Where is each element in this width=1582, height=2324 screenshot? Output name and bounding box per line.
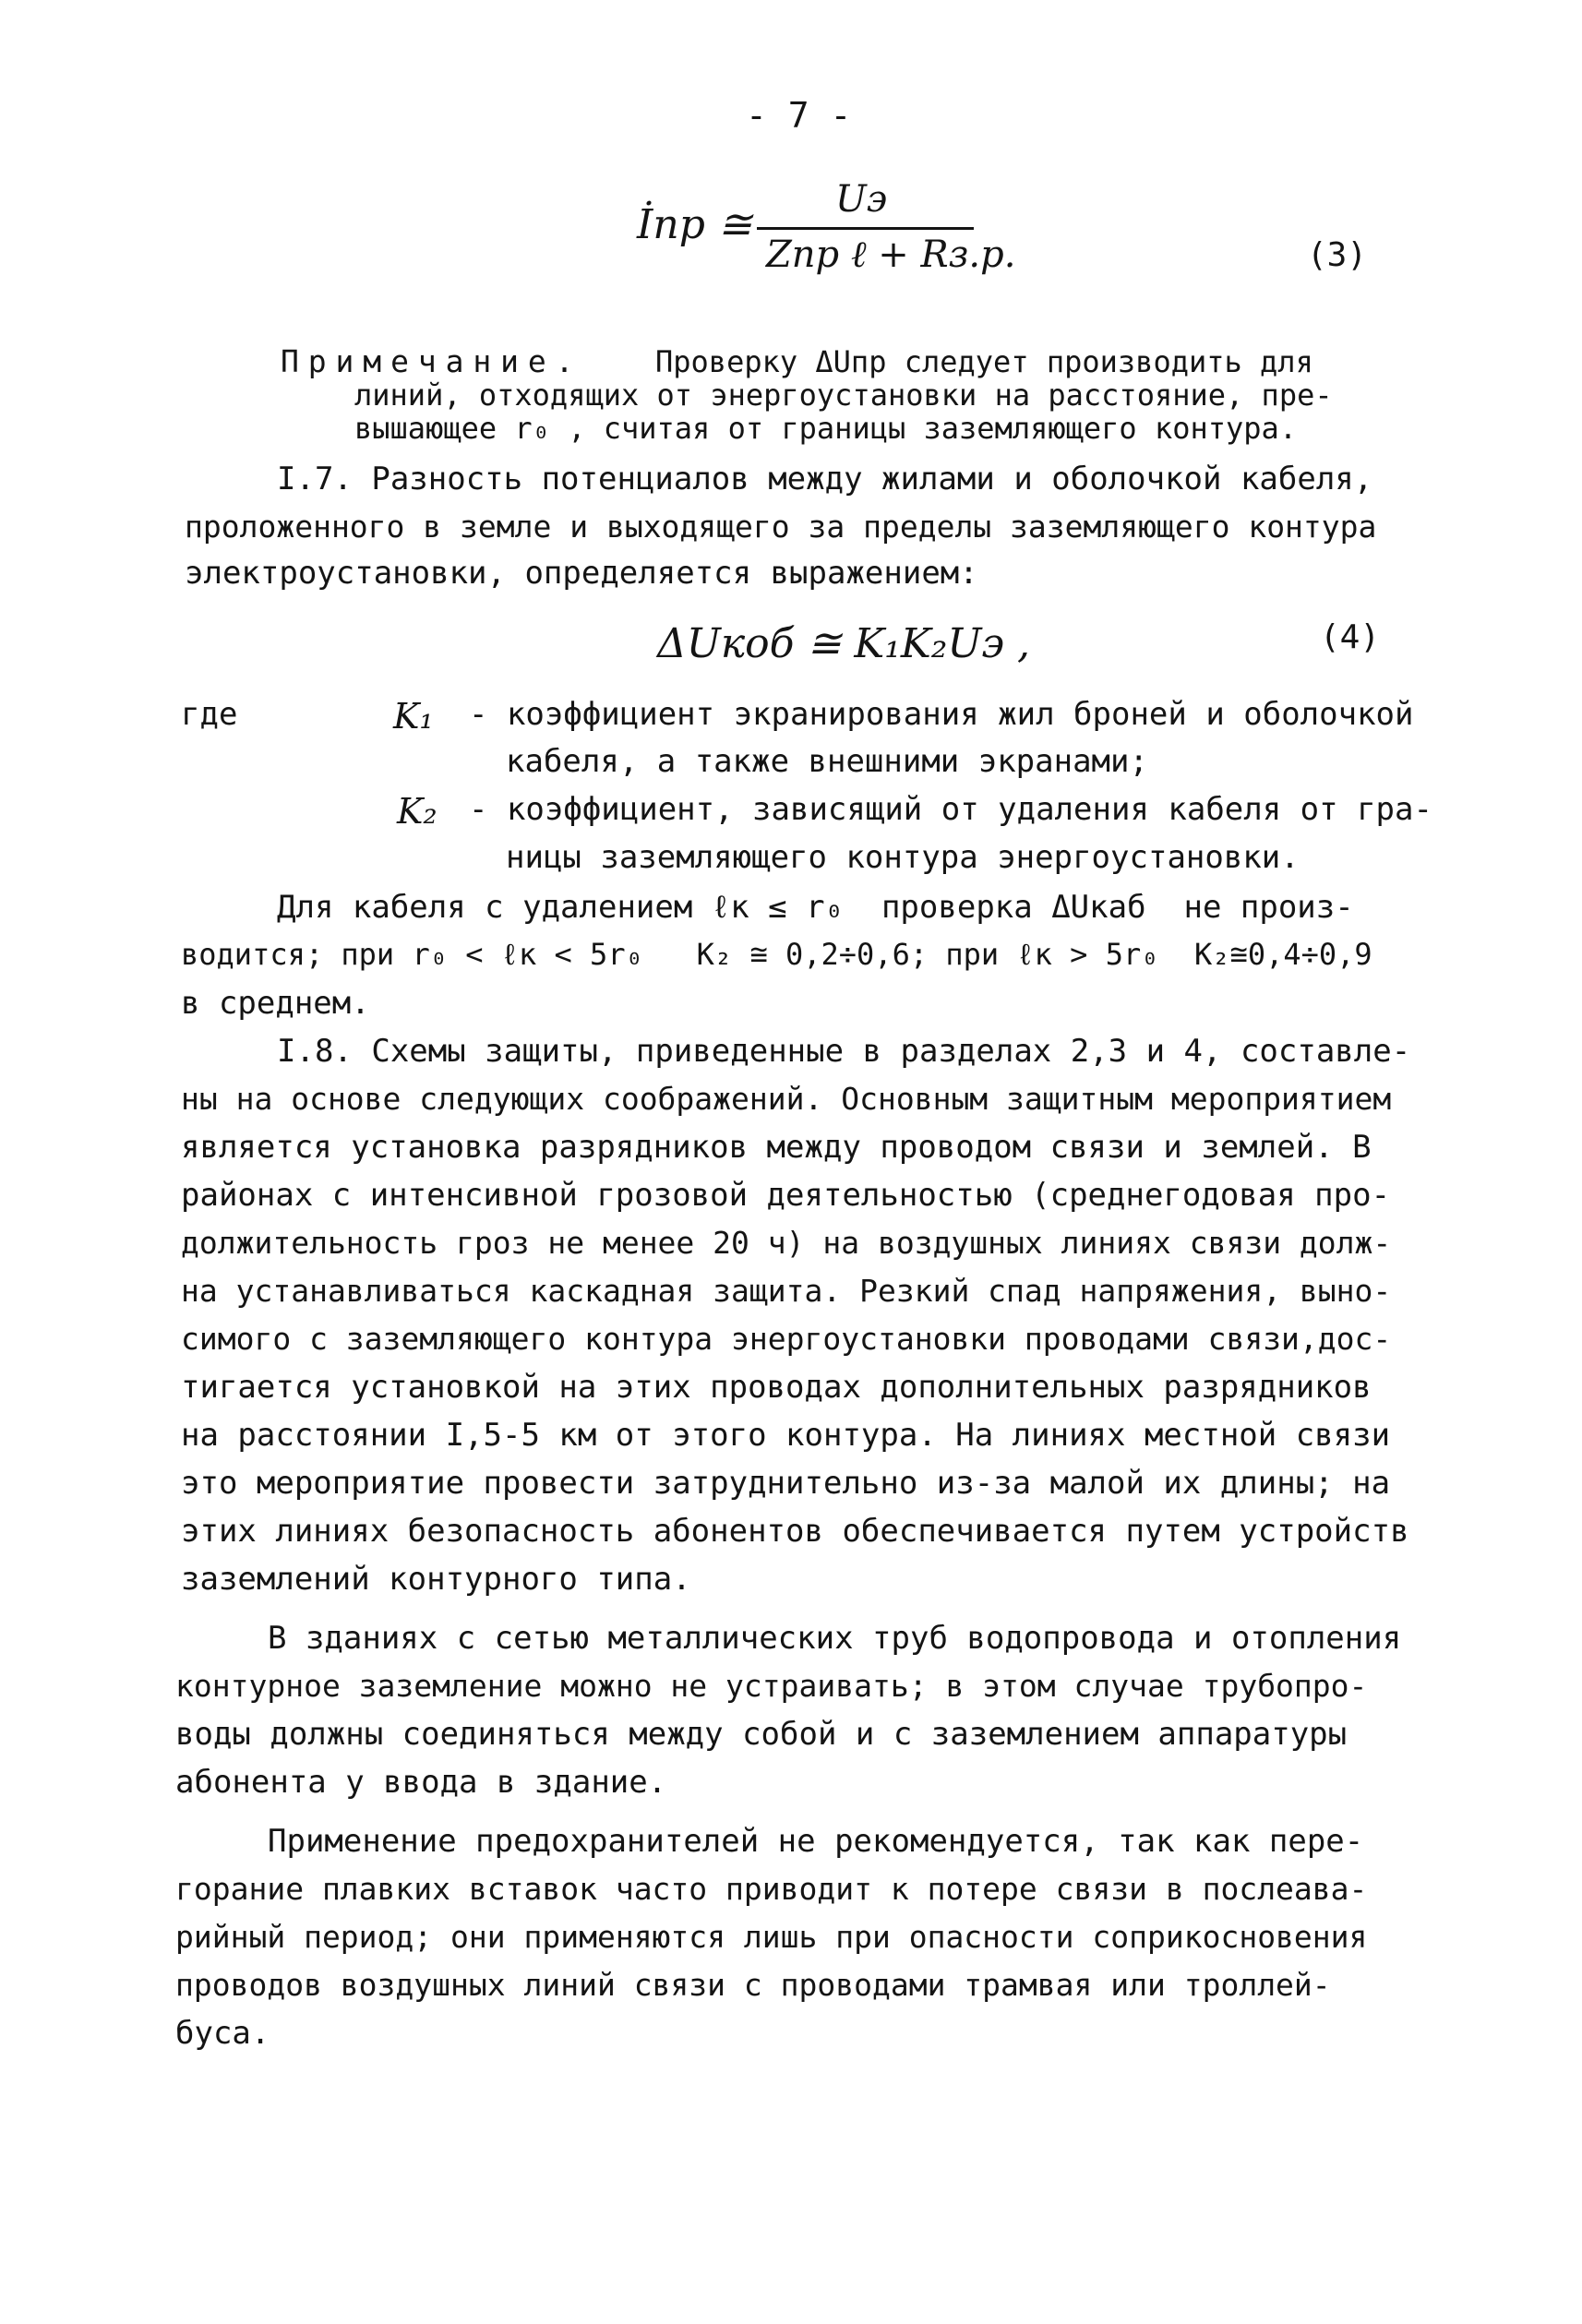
p18-line-6: на устанавливаться каскадная защита. Резкий спад напряжения, выно- <box>181 1273 1392 1309</box>
p18-line-3: является установка разрядников между проводом связи и землей. В <box>181 1129 1372 1166</box>
k1-line-1: - коэффициент экранирования жил броней и оболочкой <box>469 696 1414 733</box>
equation-number-4: (4) <box>1320 618 1381 656</box>
p18-line-2: ны на основе следующих соображений. Основным защитным мероприятием <box>181 1081 1392 1117</box>
fuses-line-4: проводов воздушных линий связи с проводами трамвая или троллей- <box>175 1967 1331 2003</box>
k1-line-2: кабеля, а также внешними экранами; <box>506 743 1148 780</box>
formula-3-numerator: Uэ <box>835 178 888 221</box>
note-line-3: вышающее r₀ , считая от границы заземляющего контура. <box>354 411 1298 446</box>
p17-line-2: проложенного в земле и выходящего за пределы заземляющего контура <box>185 509 1377 545</box>
p18-line-5: должительность гроз не менее 20 ч) на воздушных линиях связи долж- <box>181 1225 1392 1261</box>
p18-line-12: заземлений контурного типа. <box>181 1561 691 1598</box>
formula-4: ΔUкоб ≅ K₁K₂Uэ , <box>657 620 1031 667</box>
k2-line-1: - коэффициент, зависящий от удаления кабеля от гра- <box>469 791 1432 828</box>
p17-line-3: электроустановки, определяется выражением: <box>185 555 978 592</box>
cable-line-1: Для кабеля с удалением ℓк ≤ r₀ проверка ΔUкаб не произ- <box>277 889 1354 926</box>
cable-line-3: в среднем. <box>181 985 370 1022</box>
fuses-line-1: Применение предохранителей не рекомендуется, так как пере- <box>268 1823 1364 1860</box>
formula-3-denominator: Zпр ℓ + Rз.р. <box>766 234 1016 276</box>
p18-line-9: на расстоянии I,5-5 км от этого контура. На линиях местной связи <box>181 1417 1391 1454</box>
where-word: где <box>181 696 238 733</box>
buildings-line-1: В зданиях с сетью металлических труб водопровода и отопления <box>268 1620 1402 1657</box>
p18-line-4: районах с интенсивной грозовой деятельностью (среднегодовая про- <box>181 1177 1391 1214</box>
p18-line-1: I.8. Схемы защиты, приведенные в разделах 2,3 и 4, составле- <box>277 1033 1411 1070</box>
buildings-line-3: воды должны соединяться между собой и с заземлением аппаратуры <box>175 1716 1348 1753</box>
fuses-line-3: рийный период; они применяются лишь при опасности соприкосновения <box>175 1919 1368 1955</box>
cable-line-2: водится; при r₀ < ℓк < 5r₀ K₂ ≅ 0,2÷0,6; при ℓк > 5r₀ K₂≅0,4÷0,9 <box>181 937 1372 972</box>
fraction-bar <box>757 227 974 230</box>
note-label: Примечание. <box>281 343 583 379</box>
p18-line-11: этих линиях безопасность абонентов обеспечивается путем устройств <box>181 1513 1409 1550</box>
note-line-2: линий, отходящих от энергоустановки на расстояние, пре- <box>354 377 1333 413</box>
k2-symbol: K₂ <box>397 791 437 832</box>
buildings-line-2: контурное заземление можно не устраивать; в этом случае трубопро- <box>175 1668 1368 1704</box>
p17-line-1: I.7. Разность потенциалов между жилами и оболочкой кабеля, <box>277 461 1373 497</box>
p18-line-10: это мероприятие провести затруднительно из-за малой их длины; на <box>181 1465 1391 1502</box>
p18-line-7: симого с заземляющего контура энергоустановки проводами связи,дос- <box>181 1321 1392 1357</box>
buildings-line-4: абонента у ввода в здание. <box>175 1764 667 1801</box>
formula-3-lhs: İпр ≅ <box>637 201 752 248</box>
k2-line-2: ницы заземляющего контура энергоустановки. <box>506 839 1300 876</box>
k1-symbol: K₁ <box>393 696 434 737</box>
page-number: - 7 - <box>746 95 852 136</box>
note-line-1: Проверку ΔUпр следует производить для <box>655 344 1313 379</box>
fuses-line-2: горание плавких вставок часто приводит к потере связи в послеава- <box>175 1871 1368 1907</box>
fuses-line-5: буса. <box>175 2015 270 2052</box>
equation-number-3: (3) <box>1307 236 1368 274</box>
p18-line-8: тигается установкой на этих проводах дополнительных разрядников <box>181 1369 1372 1406</box>
